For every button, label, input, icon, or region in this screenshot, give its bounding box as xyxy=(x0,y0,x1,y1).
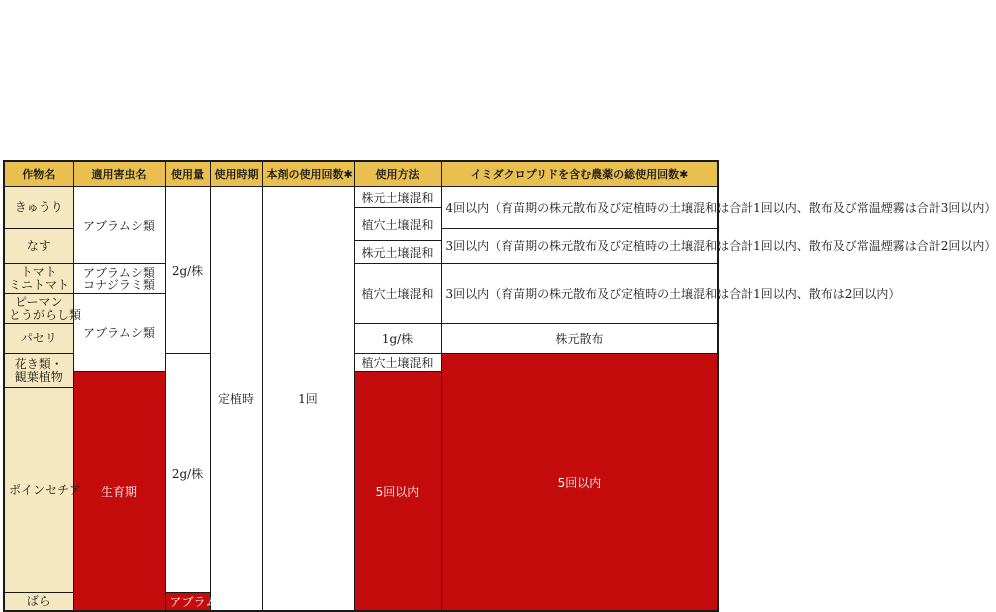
pest-tomato xyxy=(73,264,165,294)
amount-1g: 1g/株 xyxy=(354,324,441,354)
amount-2g-flowers: 2g/株 xyxy=(165,354,210,593)
crop-flowers-line1: 花き類・ xyxy=(14,356,63,371)
pest-aphids: アブラムシ類 xyxy=(73,187,165,264)
table-row xyxy=(4,187,718,208)
crop-eggplant: なす xyxy=(4,229,73,264)
count-five: 5回以内 xyxy=(354,372,441,612)
header-method: 使用方法 xyxy=(354,161,441,187)
method-cell: 植穴土壌混和 xyxy=(354,354,441,372)
total-five-times: 5回以内 xyxy=(441,354,718,612)
crop-pepper xyxy=(4,294,82,324)
amount-2g: 2g/株 xyxy=(165,187,210,354)
timing-planting: 定植時 xyxy=(210,187,262,612)
header-usage-count: 本剤の使用回数✱ xyxy=(262,161,354,187)
crop-parsley: パセリ xyxy=(4,324,73,354)
header-crop: 作物名 xyxy=(4,161,73,187)
crop-poinsettia: ポインセチア xyxy=(4,388,73,593)
crop-rose: ばら xyxy=(4,593,73,612)
crop-flowers-line2: 観葉植物 xyxy=(14,369,63,384)
total-eggplant: 3回以内（育苗期の株元散布及び定植時の土壌混和は合計1回以内、散布及び常温煙霧は合計2回以内） xyxy=(441,229,718,264)
timing-growing: 生育期 xyxy=(73,372,165,612)
crop-tomato-line1: トマト xyxy=(20,264,57,279)
count-once: 1回 xyxy=(262,187,354,612)
crop-tomato-line2: ミニトマト xyxy=(9,277,70,292)
crop-pepper-line2: とうがらし類 xyxy=(9,307,82,322)
method-cell: 植穴土壌混和 xyxy=(354,208,441,241)
header-total-count: イミダクロプリドを含む農薬の総使用回数✱ xyxy=(441,161,718,187)
total-tomato: 3回以内（育苗期の株元散布及び定植時の土壌混和は合計1回以内、散布は2回以内） xyxy=(441,264,718,324)
header-row xyxy=(4,161,718,187)
table-row xyxy=(4,264,718,294)
method-cell: 植穴土壌混和 xyxy=(354,264,441,324)
method-cell: 株元散布 xyxy=(441,324,718,354)
crop-tomato xyxy=(4,264,73,294)
crop-flowers xyxy=(4,354,73,388)
crop-cucumber: きゅうり xyxy=(4,187,73,229)
method-cell: 株元土壌混和 xyxy=(354,241,441,264)
pest-whitefly-tomato: コナジラミ類 xyxy=(83,277,155,292)
pest-aphids-rose: アブラムシ類 xyxy=(165,593,210,612)
crop-pepper-line1: ピーマン xyxy=(14,294,63,309)
pest-aphids-tomato: アブラムシ類 xyxy=(83,265,155,280)
total-cucumber: 4回以内（育苗期の株元散布及び定植時の土壌混和は合計1回以内、散布及び常温煙霧は合計3回以内） xyxy=(441,187,718,229)
header-timing: 使用時期 xyxy=(210,161,262,187)
pest-aphids-parsley: アブラムシ類 xyxy=(73,294,165,372)
method-cell: 株元土壌混和 xyxy=(354,187,441,208)
pesticide-usage-table xyxy=(3,160,996,612)
header-amount: 使用量 xyxy=(165,161,210,187)
header-pest: 適用害虫名 xyxy=(73,161,165,187)
